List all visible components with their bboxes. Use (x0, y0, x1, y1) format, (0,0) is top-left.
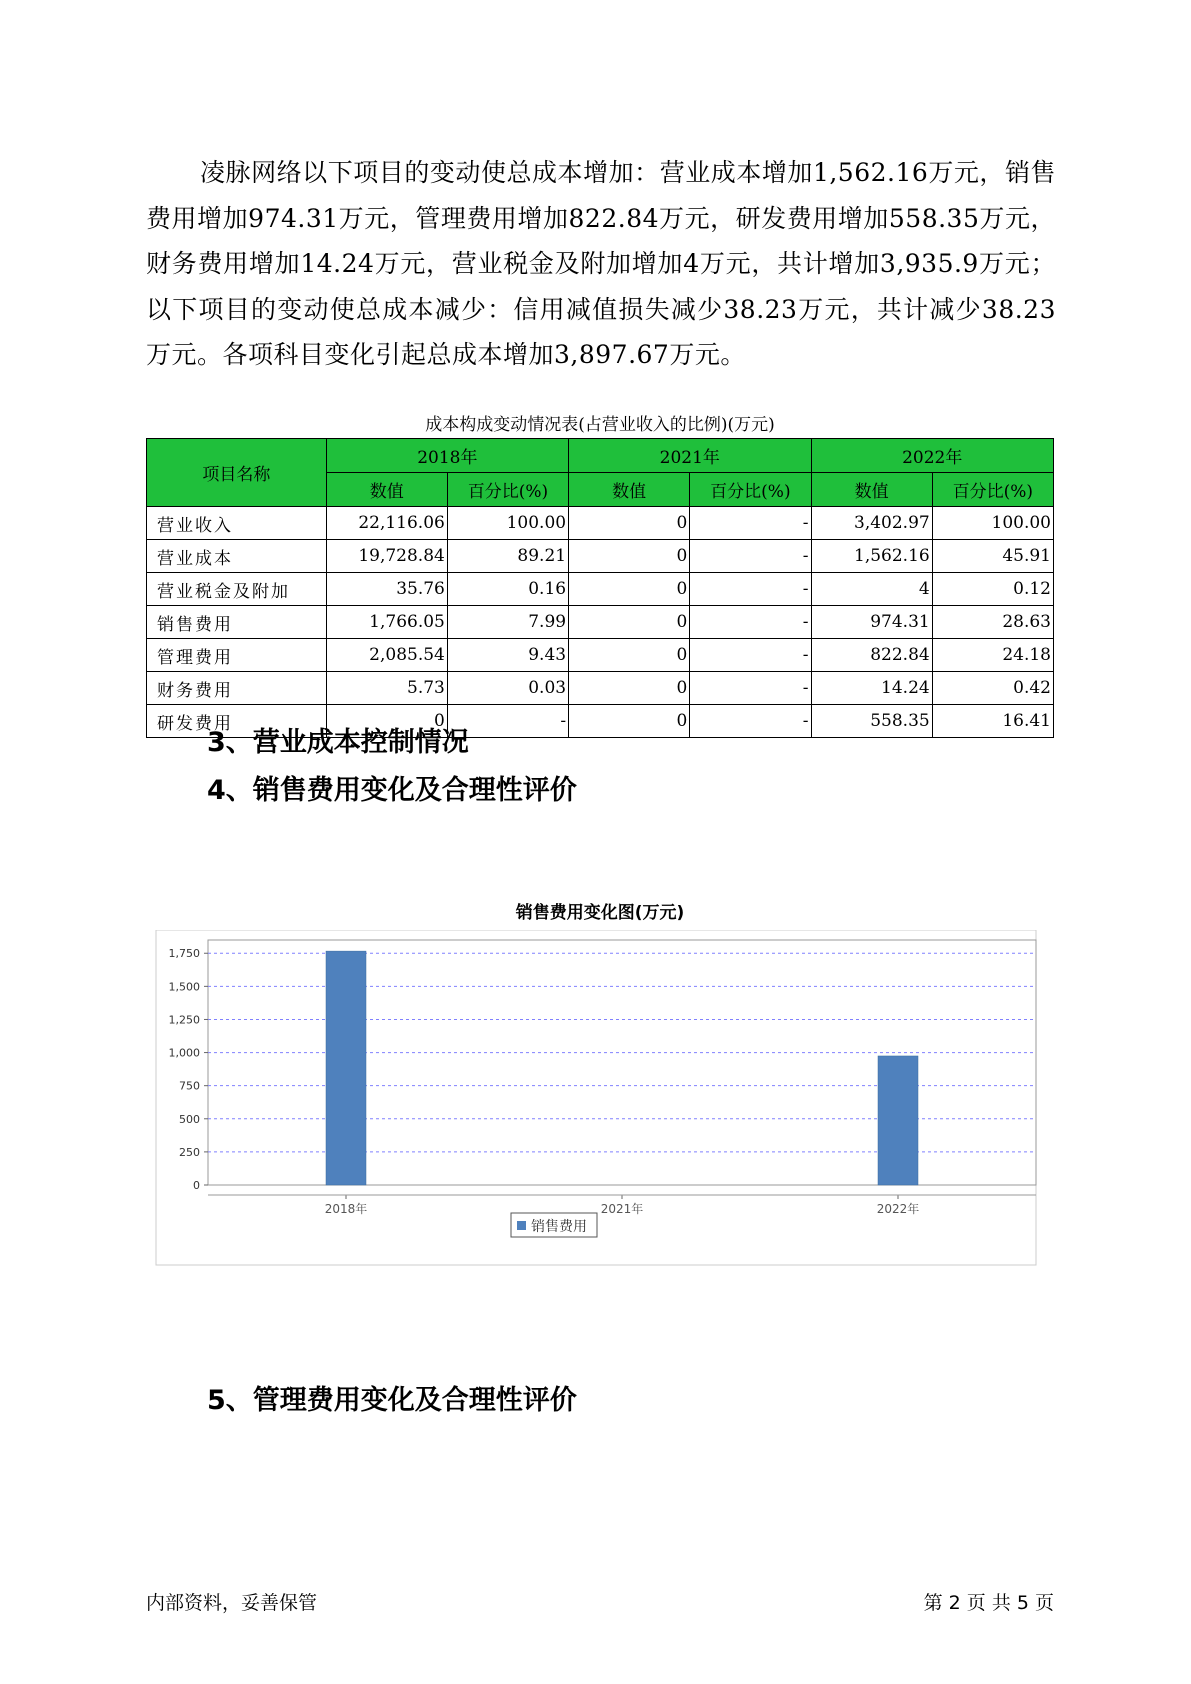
cell-percent: 0.42 (932, 672, 1053, 705)
table-body (147, 507, 1054, 738)
table-row (147, 606, 1054, 639)
cell-percent: - (690, 573, 811, 606)
header-year: 2018年 (326, 439, 568, 473)
y-tick-label: 1,250 (168, 1013, 200, 1027)
table-row (147, 573, 1054, 606)
cell-percent: 24.18 (932, 639, 1053, 672)
cell-value: 974.31 (811, 606, 932, 639)
header-year: 2021年 (569, 439, 811, 473)
table-caption: 成本构成变动情况表(占营业收入的比例)(万元) (425, 415, 775, 435)
y-tick-label: 500 (179, 1112, 200, 1126)
cell-value: 1,562.16 (811, 540, 932, 573)
y-tick-label: 1,750 (168, 947, 200, 961)
y-tick-label: 750 (179, 1079, 200, 1093)
row-label: 销售费用 (147, 606, 327, 639)
cell-value: 2,085.54 (326, 639, 447, 672)
cell-percent: 16.41 (932, 705, 1053, 738)
header-year: 2022年 (811, 439, 1054, 473)
cell-value: 0 (569, 507, 690, 540)
header-value: 数值 (326, 473, 447, 507)
header-percent: 百分比(%) (447, 473, 568, 507)
cell-percent: 7.99 (447, 606, 568, 639)
y-tick-label: 1,000 (168, 1046, 200, 1060)
legend-swatch (517, 1221, 526, 1230)
cell-percent: 100.00 (932, 507, 1053, 540)
bar (326, 951, 366, 1185)
cell-value: 0 (569, 573, 690, 606)
row-label: 营业成本 (147, 540, 327, 573)
header-value: 数值 (569, 473, 690, 507)
cell-value: 22,116.06 (326, 507, 447, 540)
cell-percent: 9.43 (447, 639, 568, 672)
cost-structure-table (146, 438, 1054, 738)
cell-percent: - (447, 705, 568, 738)
cell-value: 0 (569, 606, 690, 639)
cell-percent: - (690, 705, 811, 738)
header-percent: 百分比(%) (690, 473, 811, 507)
cell-percent: - (690, 672, 811, 705)
section-heading-5: 5、管理费用变化及合理性评价 (207, 1385, 577, 1416)
x-tick-label: 2022年 (876, 1202, 920, 1216)
footer-page-number: 第 2 页 共 5 页 (923, 1592, 1054, 1614)
x-tick-label: 2018年 (324, 1202, 368, 1216)
cell-percent: - (690, 540, 811, 573)
y-tick-label: 250 (179, 1145, 200, 1159)
cell-value: 0 (326, 705, 447, 738)
cell-value: 14.24 (811, 672, 932, 705)
header-value: 数值 (811, 473, 932, 507)
cell-value: 822.84 (811, 639, 932, 672)
cell-value: 35.76 (326, 573, 447, 606)
row-label: 研发费用 (147, 705, 327, 738)
x-tick-label: 2021年 (600, 1202, 644, 1216)
cell-percent: 100.00 (447, 507, 568, 540)
cell-percent: - (690, 606, 811, 639)
y-tick-label: 0 (193, 1179, 200, 1192)
y-tick-label: 1,500 (168, 980, 200, 994)
cell-percent: 89.21 (447, 540, 568, 573)
header-percent: 百分比(%) (932, 473, 1053, 507)
legend-label: 销售费用 (531, 1219, 587, 1235)
table-row (147, 672, 1054, 705)
chart-title: 销售费用变化图(万元) (515, 903, 685, 923)
cell-value: 4 (811, 573, 932, 606)
cell-value: 0 (569, 705, 690, 738)
row-label: 管理费用 (147, 639, 327, 672)
sales-expense-bar-chart (146, 930, 1054, 1340)
table-row (147, 540, 1054, 573)
cell-percent: 45.91 (932, 540, 1053, 573)
cell-value: 0 (569, 540, 690, 573)
cell-percent: - (690, 639, 811, 672)
cell-value: 19,728.84 (326, 540, 447, 573)
table-row (147, 639, 1054, 672)
cell-percent: 0.03 (447, 672, 568, 705)
cell-value: 3,402.97 (811, 507, 932, 540)
footer-confidential: 内部资料，妥善保管 (146, 1592, 318, 1614)
cell-percent: 0.12 (932, 573, 1053, 606)
cell-percent: 0.16 (447, 573, 568, 606)
cell-value: 1,766.05 (326, 606, 447, 639)
header-item-name: 项目名称 (147, 439, 327, 507)
cell-percent: 28.63 (932, 606, 1053, 639)
cell-value: 0 (569, 672, 690, 705)
cell-value: 0 (569, 639, 690, 672)
bar (878, 1056, 918, 1185)
section-heading-4: 4、销售费用变化及合理性评价 (207, 775, 577, 806)
row-label: 营业收入 (147, 507, 327, 540)
cell-value: 5.73 (326, 672, 447, 705)
summary-paragraph: 凌脉网络以下项目的变动使总成本增加：营业成本增加1,562.16万元，销售费用增加974.31万元，管理费用增加822.84万元，研发费用增加558.35万元，财务费用增加14.24万元，营业税金及附加增加4万元，共计增加3,935.9万元；以下项目的变动使总成本减少：信用减值损失减少38.23万元，共计减少38.23万元。各项科目变化引起总成本增加3,897.67万元。 (146, 158, 1056, 369)
cell-percent: - (690, 507, 811, 540)
row-label: 营业税金及附加 (147, 573, 327, 606)
table-row (147, 507, 1054, 540)
row-label: 财务费用 (147, 672, 327, 705)
cell-value: 558.35 (811, 705, 932, 738)
section-heading-3: 3、营业成本控制情况 (207, 727, 469, 758)
